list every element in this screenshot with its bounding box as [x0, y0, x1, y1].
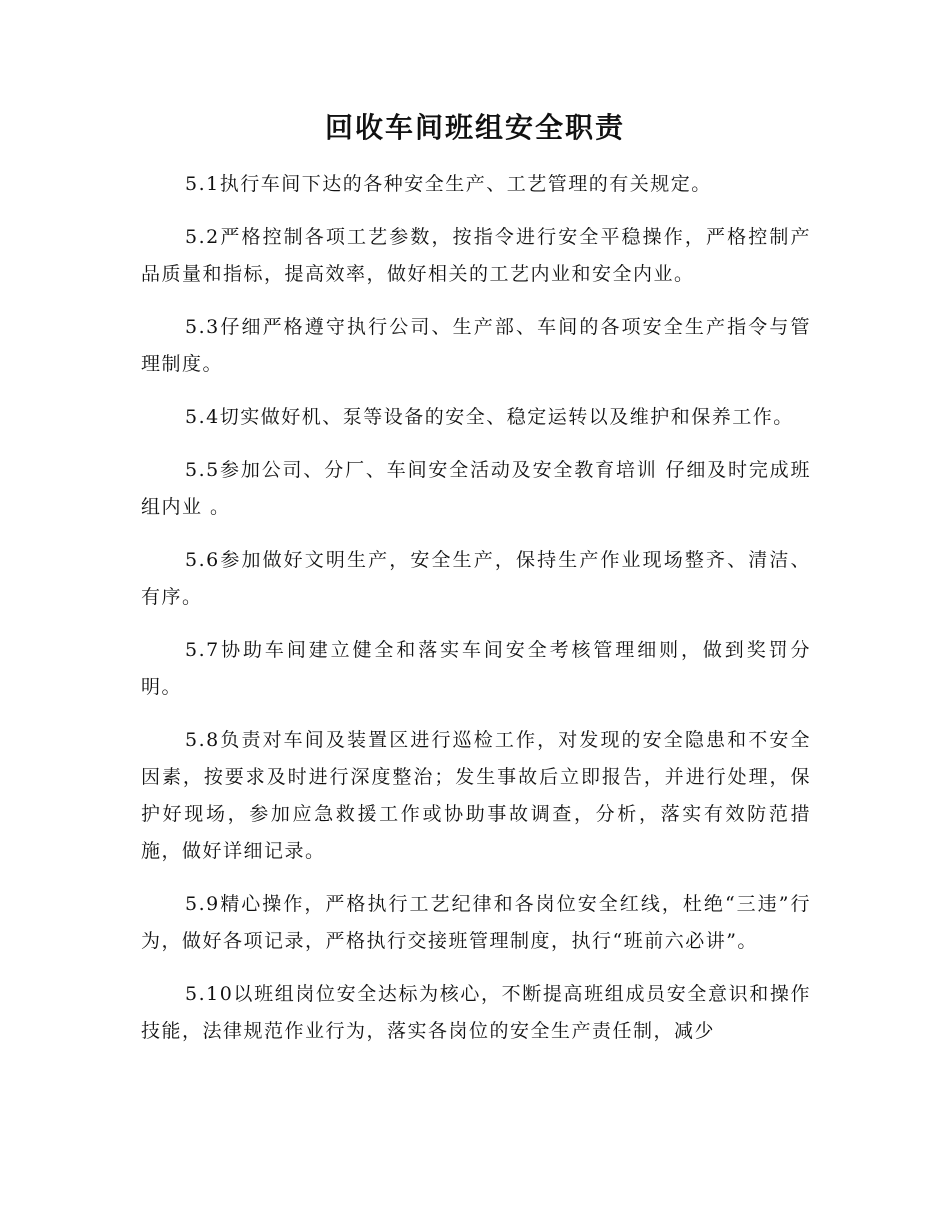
paragraph-5-9: 5.9精心操作，严格执行工艺纪律和各岗位安全红线，杜绝“三违”行为，做好各项记录，严格执行交接班管理制度，执行“班前六必讲”。 — [141, 893, 811, 952]
document-title: 回收车间班组安全职责 — [324, 111, 625, 144]
document-body — [141, 166, 811, 1066]
paragraph-5-2: 5.2严格控制各项工艺参数，按指令进行安全平稳操作，严格控制产品质量和指标，提高效率，做好相关的工艺内业和安全内业。 — [141, 226, 811, 285]
paragraph-5-7: 5.7协助车间建立健全和落实车间安全考核管理细则，做到奖罚分明。 — [141, 639, 811, 698]
paragraph-5-6: 5.6参加做好文明生产，安全生产，保持生产作业现场整齐、清洁、有序。 — [141, 549, 811, 608]
paragraph-5-3: 5.3仔细严格遵守执行公司、生产部、车间的各项安全生产指令与管理制度。 — [141, 316, 811, 375]
paragraph-5-1: 5.1执行车间下达的各种安全生产、工艺管理的有关规定。 — [185, 173, 712, 195]
paragraph-5-10: 5.10以班组岗位安全达标为核心，不断提高班组成员安全意识和操作技能，法律规范作业行为，落实各岗位的安全生产责任制，减少 — [141, 983, 811, 1042]
paragraph-5-5: 5.5参加公司、分厂、车间安全活动及安全教育培训 仔细及时完成班组内业 。 — [141, 459, 811, 518]
paragraph-5-4: 5.4切实做好机、泵等设备的安全、稳定运转以及维护和保养工作。 — [185, 406, 794, 428]
paragraph-5-8: 5.8负责对车间及装置区进行巡检工作，对发现的安全隐患和不安全因素，按要求及时进行深度整治；发生事故后立即报告，并进行处理，保护好现场，参加应急救援工作或协助事故调查，分析，落实有效防范措施，做好详细记录。 — [141, 729, 811, 862]
